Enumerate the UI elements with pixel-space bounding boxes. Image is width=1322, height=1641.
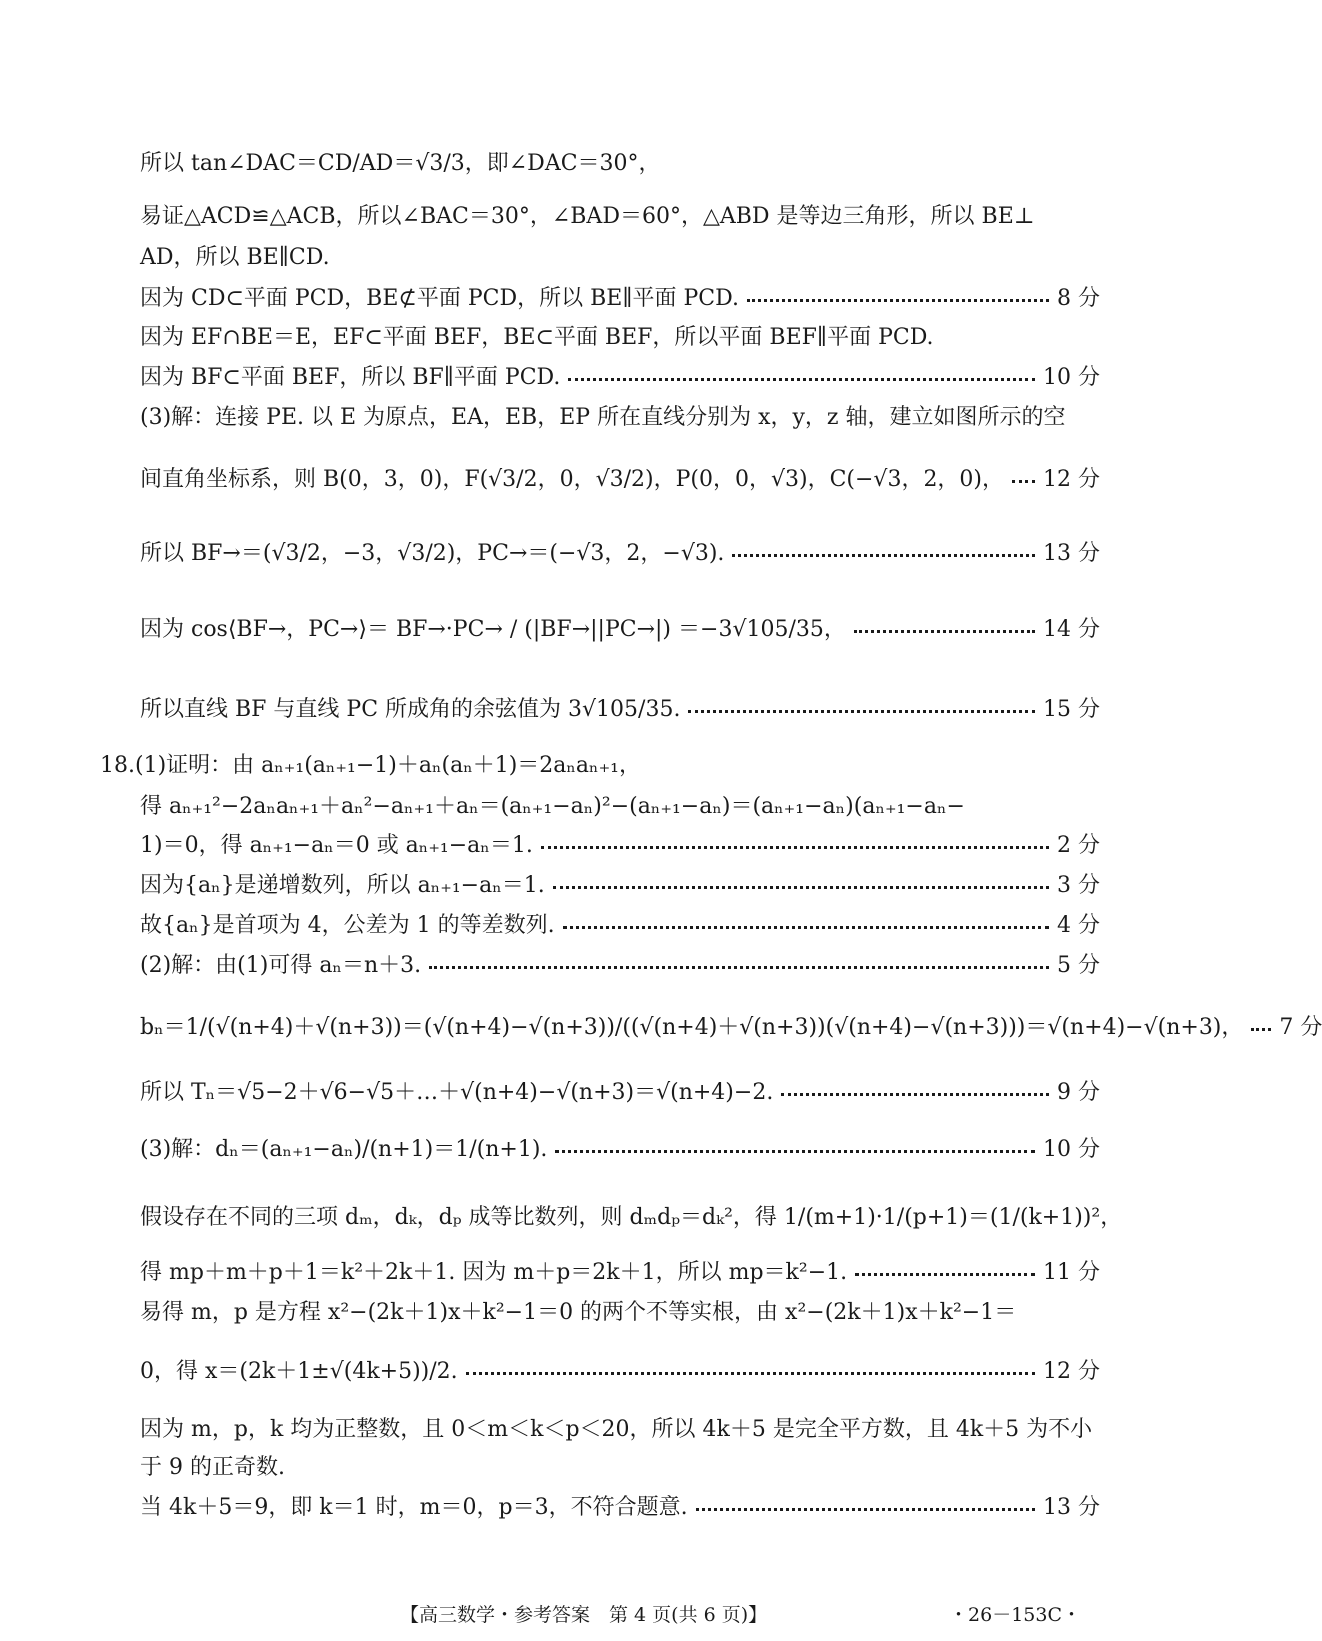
line-text: 于 9 的正奇数. bbox=[140, 1454, 285, 1480]
line-text: 故{aₙ}是首项为 4，公差为 1 的等差数列. bbox=[140, 912, 555, 938]
score-label: 9 分 bbox=[1057, 1079, 1100, 1105]
score-label: 3 分 bbox=[1057, 872, 1100, 898]
solution-line bbox=[140, 279, 1100, 313]
line-text: 18.(1)证明：由 aₙ₊₁(aₙ₊₁−1)＋aₙ(aₙ＋1)＝2aₙaₙ₊₁， bbox=[100, 752, 641, 778]
score-label: 4 分 bbox=[1057, 912, 1100, 938]
footer-code: ・26－153C・ bbox=[949, 1604, 1081, 1626]
solution-line bbox=[140, 1410, 1100, 1444]
solution-line bbox=[140, 1008, 1322, 1042]
solution-line bbox=[140, 358, 1100, 392]
solution-line bbox=[140, 906, 1100, 940]
dot-leader bbox=[854, 630, 1035, 633]
score-label: 13 分 bbox=[1043, 1494, 1100, 1520]
dot-leader bbox=[555, 1150, 1035, 1153]
solution-line bbox=[140, 1073, 1100, 1107]
line-text: 易证△ACD≌△ACB，所以∠BAC＝30°，∠BAD＝60°，△ABD 是等边三角形，所以 BE⊥ bbox=[140, 203, 1035, 229]
line-text: 当 4k＋5＝9，即 k＝1 时，m＝0，p＝3，不符合题意. bbox=[140, 1494, 688, 1520]
solution-line bbox=[140, 866, 1100, 900]
score-label: 12 分 bbox=[1043, 1358, 1100, 1384]
score-label: 15 分 bbox=[1043, 696, 1100, 722]
solution-line bbox=[140, 144, 1100, 178]
page-footer bbox=[0, 1600, 1211, 1630]
line-text: 所以 tan∠DAC＝CD/AD＝√3/3，即∠DAC＝30°， bbox=[140, 150, 661, 176]
line-text: 得 mp＋m＋p＋1＝k²＋2k＋1. 因为 m＋p＝2k＋1，所以 mp＝k²−1. bbox=[140, 1259, 848, 1285]
dot-leader bbox=[563, 926, 1049, 929]
score-label: 5 分 bbox=[1057, 952, 1100, 978]
score-label: 10 分 bbox=[1043, 1136, 1100, 1162]
score-label: 10 分 bbox=[1043, 364, 1100, 390]
dot-leader bbox=[732, 554, 1035, 557]
solution-line bbox=[140, 460, 1100, 494]
solution-line bbox=[140, 1448, 1100, 1482]
solution-line bbox=[140, 1198, 1123, 1232]
solution-line bbox=[140, 610, 1100, 644]
dot-leader bbox=[429, 966, 1049, 969]
dot-leader bbox=[541, 846, 1049, 849]
score-label: 11 分 bbox=[1043, 1259, 1100, 1285]
line-text: (2)解：由(1)可得 aₙ＝n＋3. bbox=[140, 952, 422, 978]
line-text: 间直角坐标系，则 B(0，3，0)，F(√3/2，0，√3/2)，P(0，0，√3)，C(−√3，2，0)， bbox=[140, 466, 1005, 492]
solution-line bbox=[140, 1488, 1100, 1522]
dot-leader bbox=[553, 886, 1049, 889]
score-label: 13 分 bbox=[1043, 540, 1100, 566]
line-text: 1)＝0，得 aₙ₊₁−aₙ＝0 或 aₙ₊₁−aₙ＝1. bbox=[140, 832, 533, 858]
solution-line bbox=[100, 746, 1100, 780]
solution-line bbox=[140, 690, 1100, 724]
dot-leader bbox=[568, 378, 1035, 381]
line-text: 因为 CD⊂平面 PCD，BE⊄平面 PCD，所以 BE∥平面 PCD. bbox=[140, 285, 739, 311]
solution-line bbox=[140, 1130, 1100, 1164]
dot-leader bbox=[747, 299, 1049, 302]
footer-page-info: 【高三数学・参考答案 第 4 页(共 6 页)】 bbox=[400, 1604, 768, 1626]
line-text: 所以 Tₙ＝√5−2＋√6−√5＋…＋√(n+4)−√(n+3)＝√(n+4)−2. bbox=[140, 1079, 774, 1105]
line-text: AD，所以 BE∥CD. bbox=[140, 244, 330, 270]
dot-leader bbox=[466, 1372, 1035, 1375]
score-label: 8 分 bbox=[1057, 285, 1100, 311]
line-text: 因为 cos⟨BF→，PC→⟩＝ BF→·PC→ / (|BF→||PC→|) ＝−3√105/35， bbox=[140, 616, 846, 642]
solution-line bbox=[140, 238, 1100, 272]
solution-line bbox=[140, 197, 1100, 231]
line-text: 假设存在不同的三项 dₘ，dₖ，dₚ 成等比数列，则 dₘdₚ＝dₖ²，得 1/(m+1)·1/(p+1)＝(1/(k+1))²， bbox=[140, 1204, 1123, 1230]
line-text: 得 aₙ₊₁²−2aₙaₙ₊₁＋aₙ²−aₙ₊₁＋aₙ＝(aₙ₊₁−aₙ)²−(aₙ₊₁−aₙ)＝(aₙ₊₁−aₙ)(aₙ₊₁−aₙ− bbox=[140, 793, 965, 819]
line-text: 所以 BF→＝(√3/2，−3，√3/2)，PC→＝(−√3，2，−√3). bbox=[140, 540, 725, 566]
line-text: 易得 m，p 是方程 x²−(2k＋1)x＋k²−1＝0 的两个不等实根，由 x²−(2k＋1)x＋k²−1＝ bbox=[140, 1299, 1017, 1325]
dot-leader bbox=[855, 1273, 1035, 1276]
solution-line bbox=[140, 787, 1100, 821]
score-label: 2 分 bbox=[1057, 832, 1100, 858]
solution-line bbox=[140, 946, 1100, 980]
dot-leader bbox=[781, 1093, 1049, 1096]
dot-leader bbox=[1251, 1028, 1271, 1031]
solution-line bbox=[140, 1253, 1100, 1287]
line-text: (3)解：连接 PE. 以 E 为原点，EA，EB，EP 所在直线分别为 x，y，z 轴，建立如图所示的空 bbox=[140, 404, 1066, 430]
line-text: 0，得 x＝(2k＋1±√(4k+5))/2. bbox=[140, 1358, 458, 1384]
line-text: 所以直线 BF 与直线 PC 所成角的余弦值为 3√105/35. bbox=[140, 696, 681, 722]
line-text: 因为 m，p，k 均为正整数，且 0＜m＜k＜p＜20，所以 4k＋5 是完全平方数，且 4k＋5 为不小 bbox=[140, 1416, 1093, 1442]
line-text: (3)解：dₙ＝(aₙ₊₁−aₙ)/(n+1)＝1/(n+1). bbox=[140, 1136, 548, 1162]
dot-leader bbox=[696, 1508, 1035, 1511]
solution-line bbox=[140, 398, 1100, 432]
dot-leader bbox=[688, 710, 1035, 713]
line-text: 因为 EF∩BE＝E，EF⊂平面 BEF，BE⊂平面 BEF，所以平面 BEF∥平面 PCD. bbox=[140, 324, 934, 350]
solution-line bbox=[140, 826, 1100, 860]
score-label: 12 分 bbox=[1043, 466, 1100, 492]
line-text: bₙ＝1/(√(n+4)＋√(n+3))＝(√(n+4)−√(n+3))/((√(n+4)＋√(n+3))(√(n+4)−√(n+3)))＝√(n+4)−√(n+3)， bbox=[140, 1014, 1244, 1040]
solution-line bbox=[140, 1293, 1100, 1327]
dot-leader bbox=[1012, 480, 1035, 483]
solution-line bbox=[140, 1352, 1100, 1386]
score-label: 7 分 bbox=[1279, 1014, 1322, 1040]
line-text: 因为{aₙ}是递增数列，所以 aₙ₊₁−aₙ＝1. bbox=[140, 872, 545, 898]
solution-line bbox=[140, 534, 1100, 568]
solution-line bbox=[140, 318, 1100, 352]
score-label: 14 分 bbox=[1043, 616, 1100, 642]
line-text: 因为 BF⊂平面 BEF，所以 BF∥平面 PCD. bbox=[140, 364, 561, 390]
